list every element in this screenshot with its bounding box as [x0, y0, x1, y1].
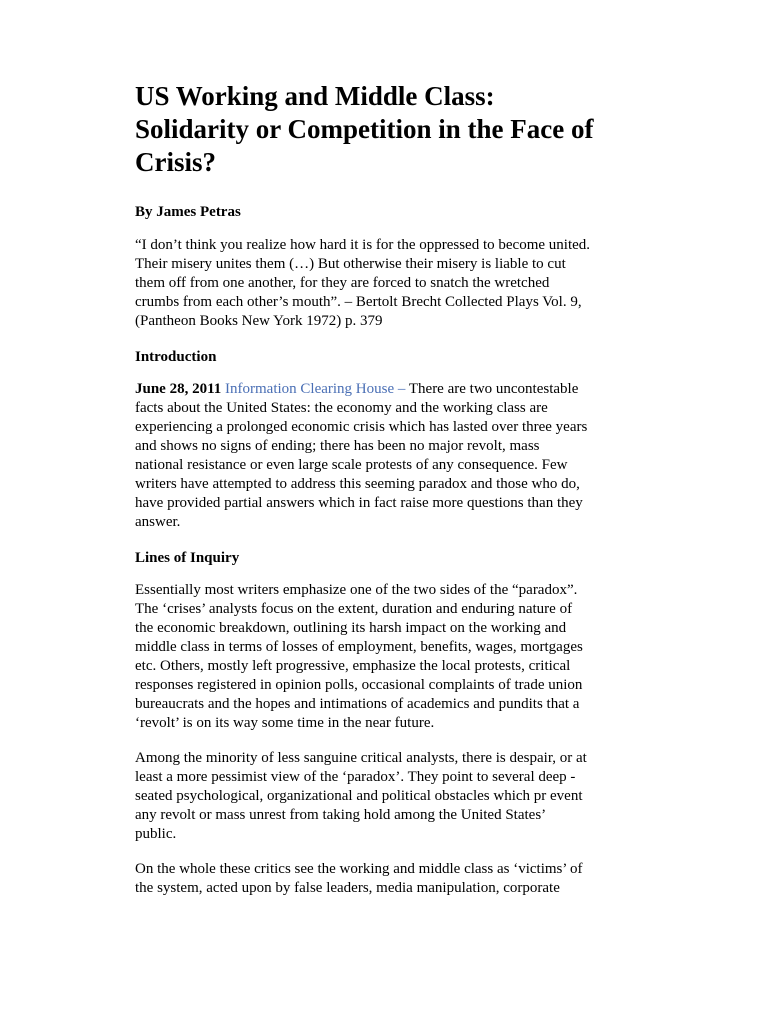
intro-first-line-text: There are two uncontestable	[405, 381, 579, 397]
article-date: June 28, 2011	[135, 381, 222, 397]
intro-line: writers have attempted to address this seeming paradox and those who do,	[135, 476, 580, 492]
inquiry-line: responses registered in opinion polls, occasional complaints of trade union	[135, 677, 583, 693]
inquiry-line: the economic breakdown, outlining its harsh impact on the working and	[135, 620, 567, 636]
title-line: Solidarity or Competition in the Face of	[135, 114, 594, 144]
quote-line: “I don’t think you realize how hard it is for the oppressed to become united.	[135, 237, 591, 253]
quote-line: crumbs from each other’s mouth”. – Bertolt Brecht Collected Plays Vol. 9,	[135, 294, 582, 310]
victims-paragraph	[135, 860, 630, 898]
minority-line: Among the minority of less sanguine critical analysts, there is despair, or at	[135, 750, 587, 766]
quote-line: them off from one another, for they are forced to snatch the wretched	[135, 275, 550, 291]
victims-line: the system, acted upon by false leaders, media manipulation, corporate	[135, 880, 560, 896]
inquiry-line: The ‘crises’ analysts focus on the extent, duration and enduring nature of	[135, 601, 573, 617]
intro-line: experiencing a prolonged economic crisis which has lasted over three years	[135, 419, 588, 435]
inquiry-line: ‘revolt’ is on its way some time in the near future.	[135, 715, 435, 731]
section-heading-introduction: Introduction	[135, 349, 217, 365]
minority-line: any revolt or mass unrest from taking hold among the United States’	[135, 807, 547, 823]
minority-line: public.	[135, 826, 177, 842]
minority-paragraph	[135, 749, 630, 844]
quote-line: Their misery unites them (…) But otherwise their misery is liable to cut	[135, 256, 566, 272]
intro-line: national resistance or even large scale protests of any consequence. Few	[135, 457, 568, 473]
source-dash: –	[397, 381, 406, 397]
intro-line: and shows no signs of ending; there has been no major revolt, mass	[135, 438, 540, 454]
byline: By James Petras	[135, 204, 241, 220]
intro-first-line	[135, 380, 630, 399]
epigraph-quote	[135, 236, 630, 331]
inquiry-line: bureaucrats and the hopes and intimations of academics and pundits that a	[135, 696, 580, 712]
title-line: Crisis?	[135, 147, 216, 177]
article	[135, 80, 630, 898]
intro-line: have provided partial answers which in fact raise more questions than they	[135, 495, 583, 511]
intro-paragraph	[135, 380, 630, 532]
inquiry-line: middle class in terms of losses of employment, benefits, wages, mortgages	[135, 639, 583, 655]
quote-line: (Pantheon Books New York 1972) p. 379	[135, 313, 383, 329]
inquiry-paragraph	[135, 581, 630, 733]
inquiry-line: etc. Others, mostly left progressive, emphasize the local protests, critical	[135, 658, 571, 674]
minority-line: least a more pessimist view of the ‘paradox’. They point to several deep -	[135, 769, 576, 785]
title-line: US Working and Middle Class:	[135, 81, 495, 111]
minority-line: seated psychological, organizational and political obstacles which pr event	[135, 788, 583, 804]
inquiry-line: Essentially most writers emphasize one of the two sides of the “paradox”.	[135, 582, 578, 598]
source-link[interactable]: Information Clearing House	[225, 381, 395, 397]
intro-line: facts about the United States: the economy and the working class are	[135, 400, 548, 416]
intro-line: answer.	[135, 514, 181, 530]
article-title	[135, 80, 630, 179]
victims-line: On the whole these critics see the working and middle class as ‘victims’ of	[135, 861, 583, 877]
section-heading-lines-of-inquiry: Lines of Inquiry	[135, 550, 240, 566]
